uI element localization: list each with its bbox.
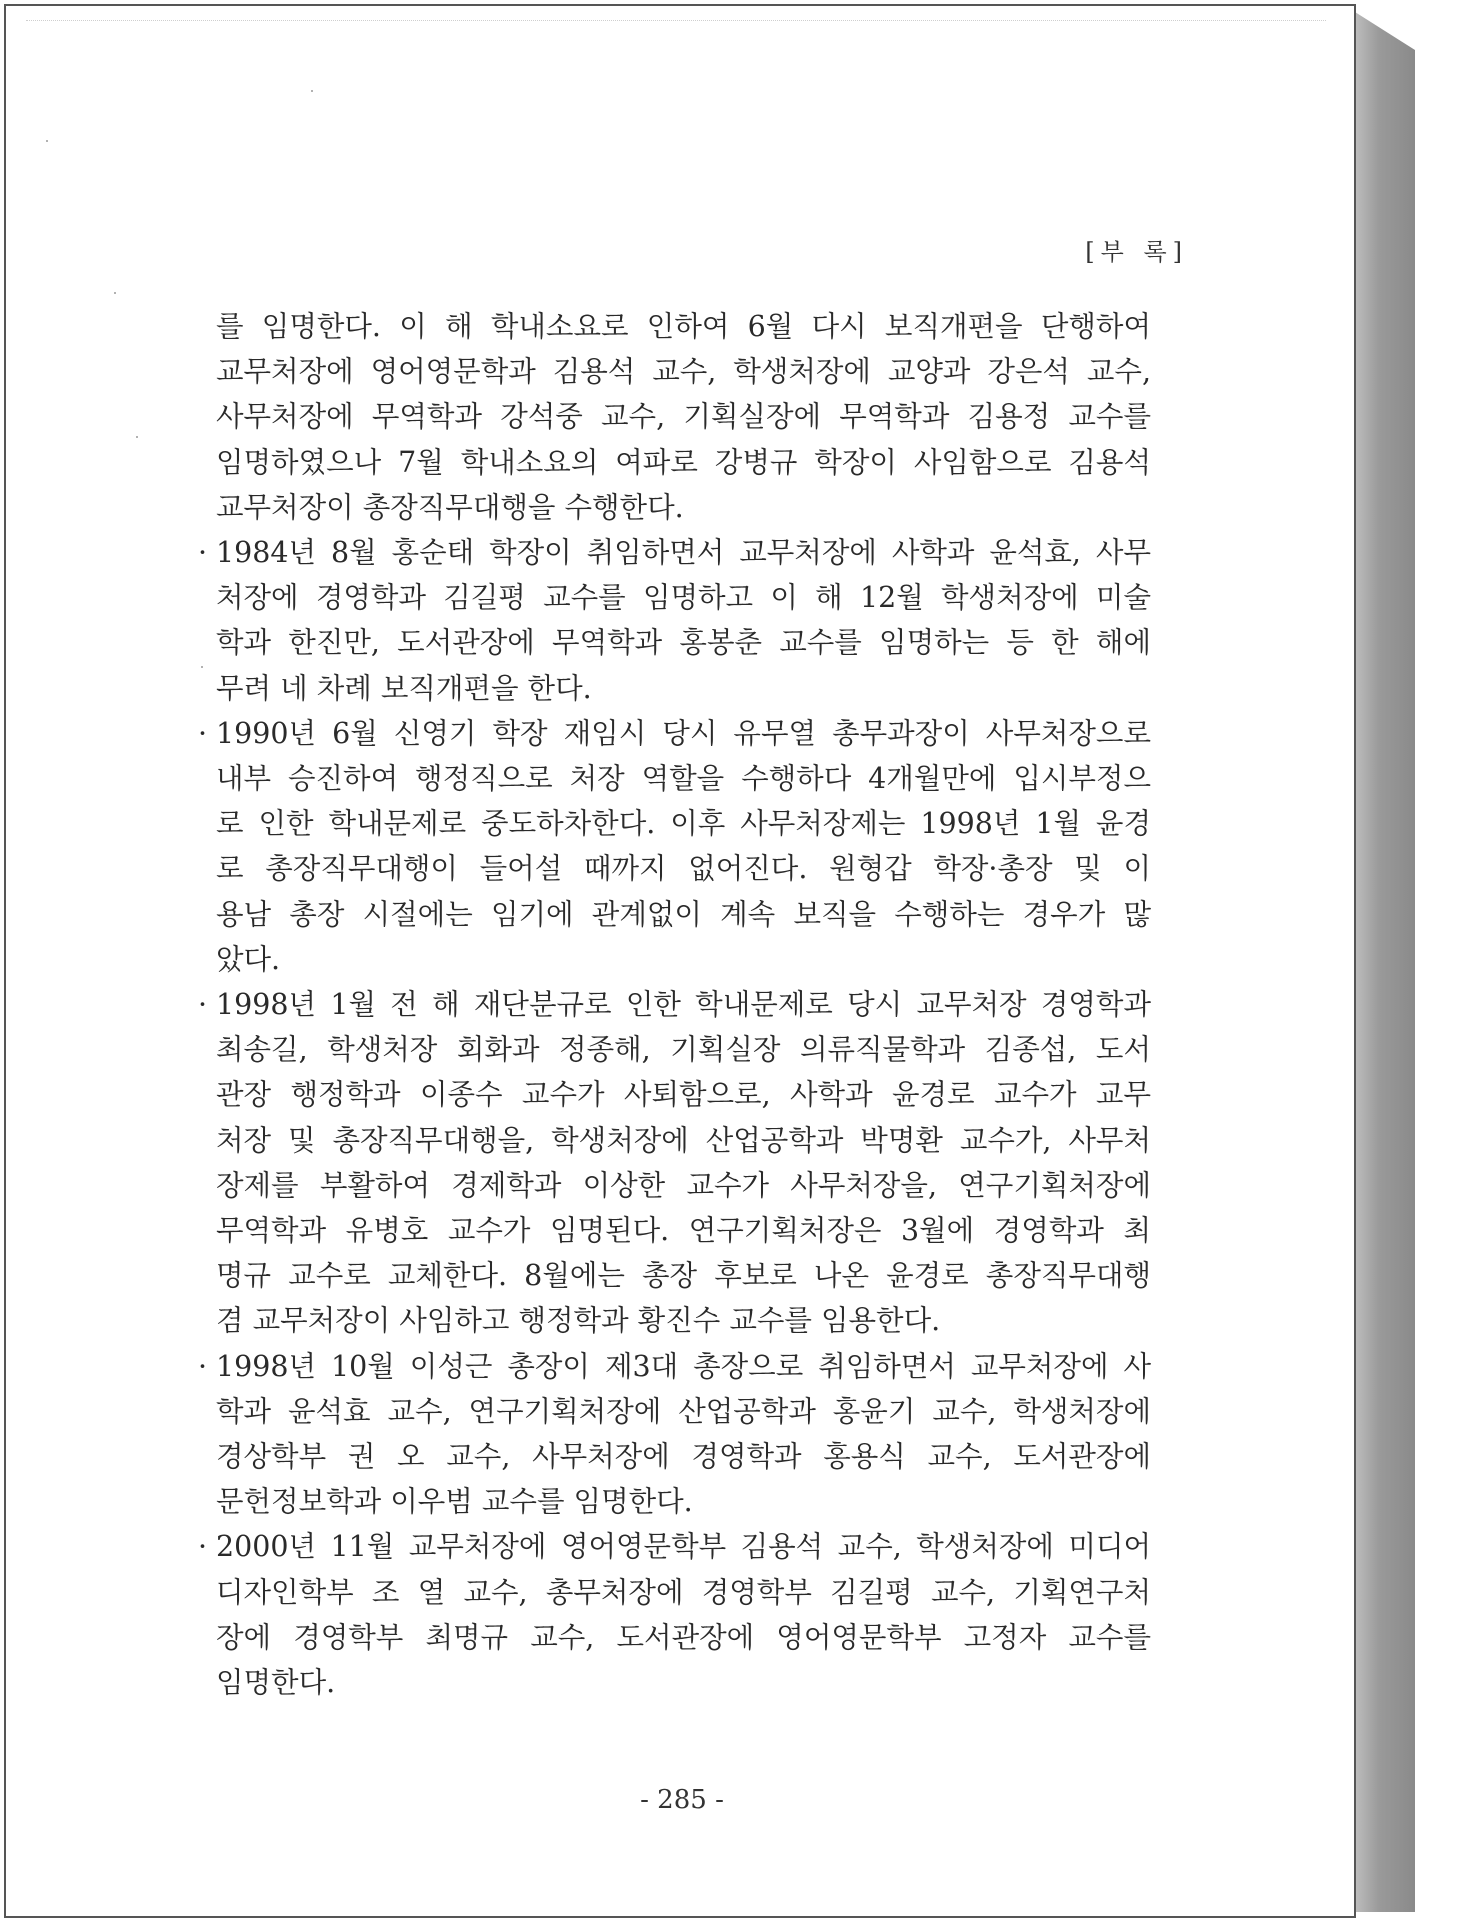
text-line: 2000년 11월 교무처장에 영어영문학부 김용석 교수, 학생처장에 미디어 [216,1530,1151,1564]
text-line: 1984년 8월 홍순태 학장이 취임하면서 교무처장에 사학과 윤석효, 사무 [216,536,1151,570]
text-line: 임명하였으나 7월 학내소요의 여파로 강병규 학장이 사임함으로 김용석 [216,445,1151,479]
body-text [198,304,1151,1705]
page-edge-shadow [1355,12,1415,1912]
text-line: 관장 행정학과 이종수 교수가 사퇴함으로, 사학과 윤경로 교수가 교무 [216,1078,1151,1112]
text-line: 학과 한진만, 도서관장에 무역학과 홍봉춘 교수를 임명하는 등 한 해에 [216,626,1151,660]
text-line: 내부 승진하여 행정직으로 처장 역할을 수행하다 4개월만에 입시부정으 [216,762,1151,796]
bullet-mark: · [198,716,208,750]
text-line: 경상학부 권 오 교수, 사무처장에 경영학과 홍용식 교수, 도서관장에 [216,1440,1151,1474]
document-page [4,4,1356,1918]
paragraph [198,530,1151,711]
text-line: 교무처장이 총장직무대행을 수행한다. [216,490,684,524]
bullet-mark: · [198,536,208,570]
text-line: 장에 경영학부 최명규 교수, 도서관장에 영어영문학부 고정자 교수를 [216,1620,1151,1654]
paragraph [198,1344,1151,1525]
text-line: 무려 네 차례 보직개편을 한다. [216,671,592,705]
text-line: 디자인학부 조 열 교수, 총무처장에 경영학부 김길평 교수, 기획연구처 [216,1575,1151,1609]
paragraph [198,982,1151,1344]
text-line: 로 총장직무대행이 들어설 때까지 없어진다. 원형갑 학장·총장 및 이 [216,852,1151,886]
text-line: 문헌정보학과 이우범 교수를 임명한다. [216,1485,693,1519]
bullet-mark: · [198,988,208,1022]
paragraph [216,304,1151,530]
text-line: 로 인한 학내문제로 중도하차한다. 이후 사무처장제는 1998년 1월 윤경 [216,807,1151,841]
text-line: 1998년 10월 이성근 총장이 제3대 총장으로 취임하면서 교무처장에 사 [216,1349,1151,1383]
text-line: 처장 및 총장직무대행을, 학생처장에 산업공학과 박명환 교수가, 사무처 [216,1123,1151,1157]
top-rule [26,20,1326,21]
text-line: 았다. [216,942,281,976]
text-line: 용남 총장 시절에는 임기에 관계없이 계속 보직을 수행하는 경우가 많 [216,897,1151,931]
scan-speck [46,140,48,142]
text-line: 장제를 부활하여 경제학과 이상한 교수가 사무처장을, 연구기획처장에 [216,1168,1151,1202]
text-line: 를 임명한다. 이 해 학내소요로 인하여 6월 다시 보직개편을 단행하여 [216,310,1151,343]
page-number: - 285 - [640,1785,724,1815]
text-line: 교무처장에 영어영문학과 김용석 교수, 학생처장에 교양과 강은석 교수, [216,355,1151,389]
text-line: 학과 윤석효 교수, 연구기획처장에 산업공학과 홍윤기 교수, 학생처장에 [216,1394,1151,1428]
text-line: 겸 교무처장이 사임하고 행정학과 황진수 교수를 임용한다. [216,1304,941,1338]
text-line: 최송길, 학생처장 회화과 정종해, 기획실장 의류직물학과 김종섭, 도서 [216,1033,1151,1067]
section-label: [부 록] [1085,238,1188,266]
text-line: 무역학과 유병호 교수가 임명된다. 연구기획처장은 3월에 경영학과 최 [216,1214,1151,1248]
text-line: 명규 교수로 교체한다. 8월에는 총장 후보로 나온 윤경로 총장직무대행 [216,1259,1151,1293]
text-line: 처장에 경영학과 김길평 교수를 임명하고 이 해 12월 학생처장에 미술 [216,581,1151,615]
text-line: 1998년 1월 전 해 재단분규로 인한 학내문제로 당시 교무처장 경영학과 [216,988,1151,1022]
text-line: 사무처장에 무역학과 강석중 교수, 기획실장에 무역학과 김용정 교수를 [216,400,1151,434]
bullet-mark: · [198,1349,208,1383]
scan-speck [201,666,203,668]
scan-speck [311,90,313,92]
scan-speck [114,292,116,294]
paragraph [198,1524,1151,1705]
bullet-mark: · [198,1530,208,1564]
scan-speck [136,436,138,438]
text-line: 1990년 6월 신영기 학장 재임시 당시 유무열 총무과장이 사무처장으로 [216,716,1151,750]
paragraph [198,711,1151,982]
text-line: 임명한다. [216,1666,336,1700]
